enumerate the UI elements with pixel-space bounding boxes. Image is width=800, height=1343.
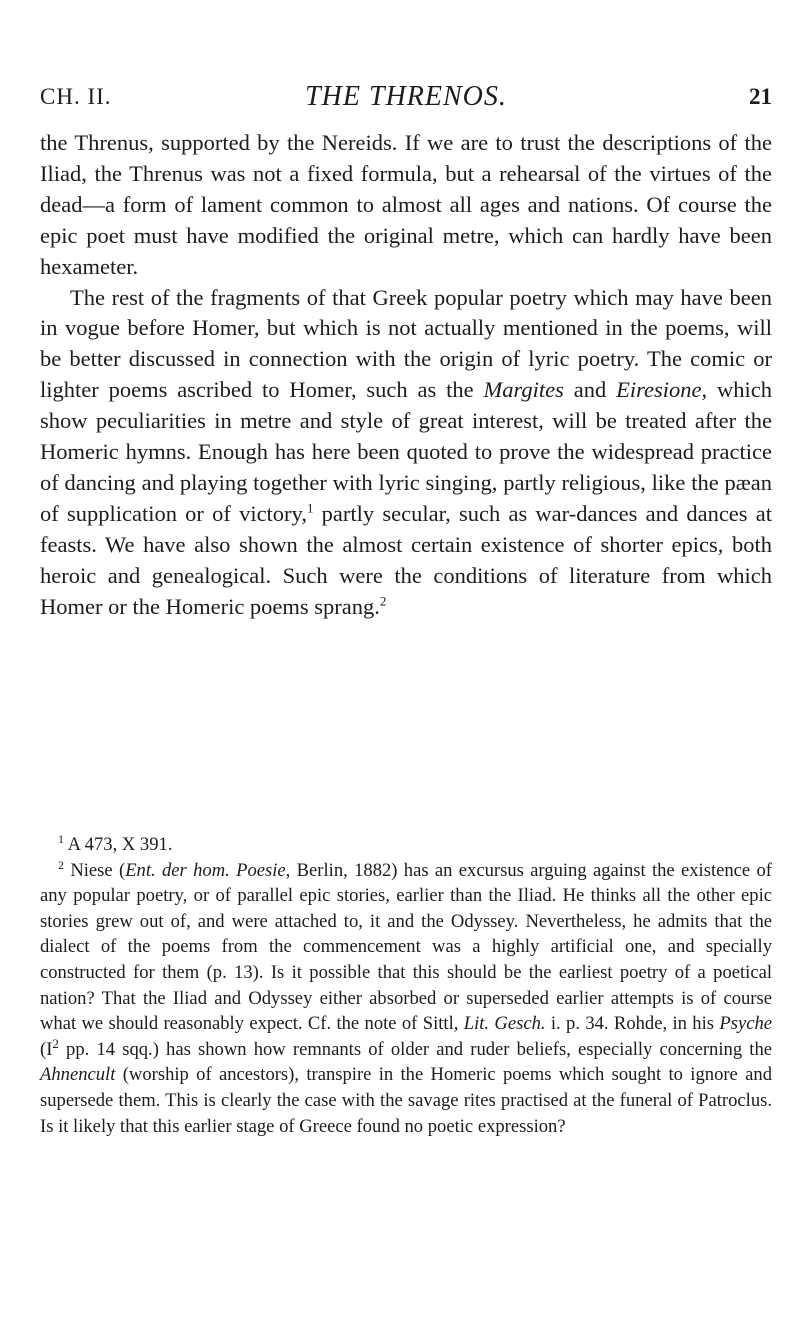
footnote-1 [40,832,772,858]
footnotes [40,832,772,1139]
page-number: 21 [749,84,772,109]
footnote-2 [40,858,772,1140]
paragraph-1: the Threnus, supported by the Nereids. If we are to trust the descriptions of the Iliad, the Threnus was not a fixed formula, but a rehearsal of the virtues of the dead—a form of lament common to almost all ages and nations. Of course the epic poet must have modified the original metre, which can hardly have been hexameter. [40,130,772,279]
footnote-ref-2: 2 [379,593,387,609]
paragraph-2-and: and [563,377,617,403]
paragraph-2-text-b: , which show peculiarities in metre and style of great interest, will be treated after the Homeric hymns. Enough has here been quoted to prove the widespread practice of dancing and playing together with lyric singing, partly religious, like the pæan of supplication or of victory, [40,377,772,526]
footnote-2-text-a: Niese ( [64,859,126,881]
footnote-2-text-b: , Berlin, 1882) has an excursus arguing against the existence of any popular poetry, or of parallel epic stories, earlier than the Iliad. He thinks all the other epic stories grew out of, and were attached to, it and the Odyssey. Nevertheless, he admits that the dialect of the poems from the commencement was a highly artificial one, and specially constructed for them (p. 13). Is it possible that this should be the earliest poetry of a poetical nation? That the Iliad and Odyssey either absorbed or superseded earlier attempts is of course what we should reasonably expect. Cf. the note of Sittl, [40,859,773,1035]
footnote-1-mark: 1 [58,831,64,846]
title-eiresione: Eiresione [616,377,702,403]
title-margites: Margites [483,377,564,403]
book-title-sittl: Lit. Gesch. [463,1013,546,1035]
footnote-1-text: A 473, X 391. [64,834,173,855]
footnote-ref-1: 1 [306,500,314,516]
term-ahnencult: Ahnencult [40,1064,116,1086]
footnote-2-text-f: (worship of ancestors), transpire in the Homeric poems which sought to ignore and supersede them. This is clearly the case with the savage rites practised at the funeral of Patroclus. Is it likely that this earlier stage of Greece found no poetic expression? [40,1064,772,1137]
book-title-niese: Ent. der hom. Poesie [125,859,286,881]
page-title: THE THRENOS. [305,81,507,112]
footnote-2-text-e: pp. 14 sqq.) has shown how remnants of older and ruder beliefs, especially concerning the [58,1038,772,1060]
footnote-2-text-c: i. p. 34. Rohde, in his [545,1013,720,1035]
edition-superscript: 2 [52,1035,59,1051]
paragraph-2 [40,283,772,623]
main-text [40,128,772,623]
footnote-2-text-d: (I [40,1038,53,1060]
paragraph-2-text-c: partly secular, such as war-dances and dances at feasts. We have also shown the almost certain existence of shorter epics, both heroic and genealogical. Such were the conditions of literature from which Homer or the Homeric poems sprang. [40,500,773,619]
running-head [40,80,772,114]
chapter-label: CH. II. [40,84,112,109]
paragraph-2-text-a: The rest of the fragments of that Greek popular poetry which may have been in vogue before Homer, but which is not actually mentioned in the poems, will be better discussed in connection with the origin of lyric poetry. The comic or lighter poems ascribed to Homer, such as the [40,284,772,403]
book-title-psyche: Psyche [719,1013,772,1035]
footnote-2-mark: 2 [58,857,64,872]
